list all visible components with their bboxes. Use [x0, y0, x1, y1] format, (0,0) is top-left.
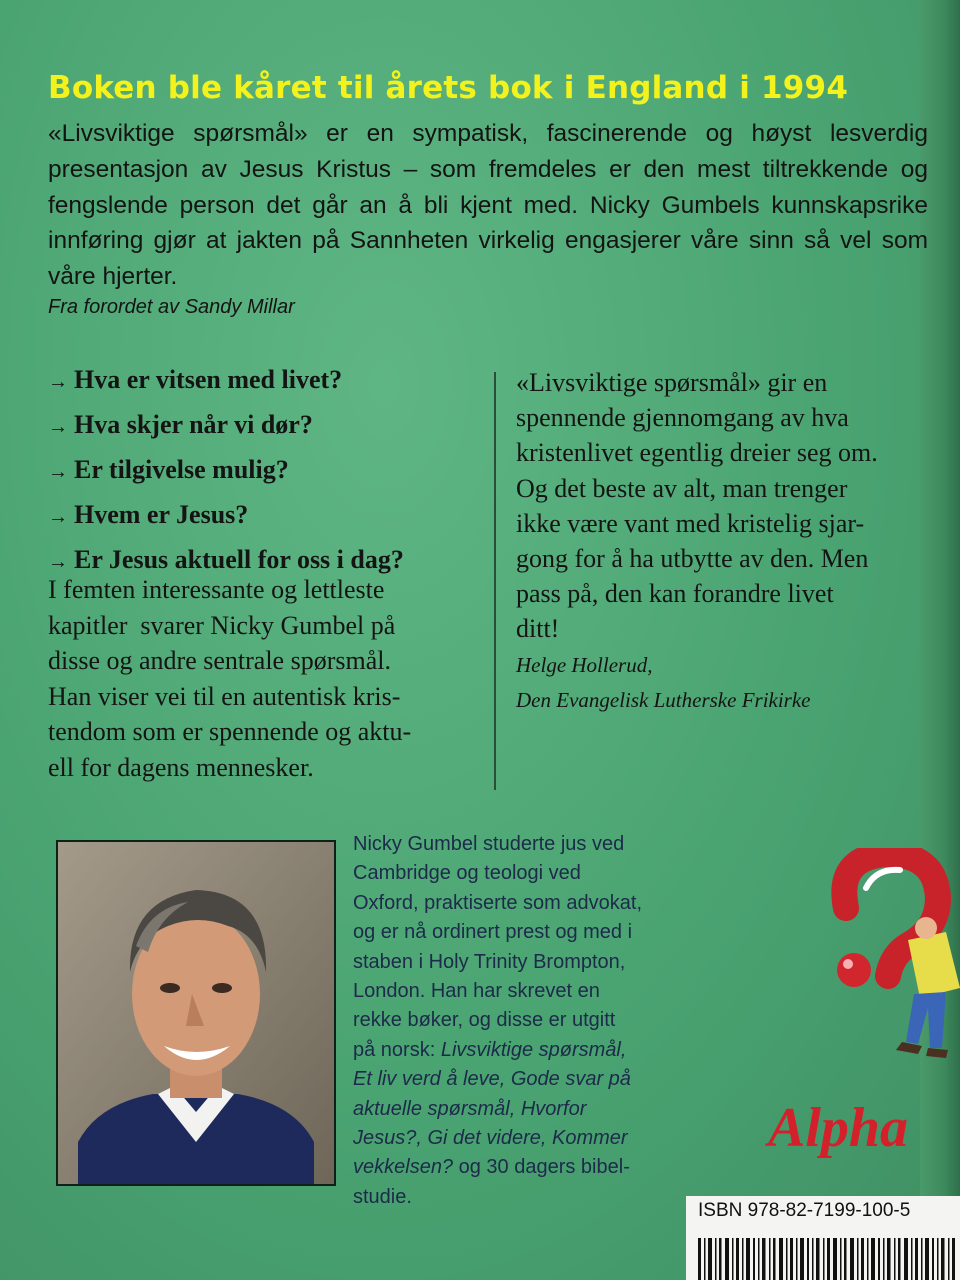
- arrow-right-icon: →: [48, 416, 68, 438]
- bio-line: Et liv verd å leve, Gode svar på: [353, 1068, 631, 1091]
- bio-text: på norsk:: [353, 1038, 441, 1061]
- book-title: vekkelsen?: [353, 1156, 454, 1179]
- intro-paragraph: [48, 116, 928, 295]
- bio-line: staben i Holy Trinity Brompton,: [353, 950, 626, 973]
- intro-text: «Livsviktige spørsmål» er en sympatisk, fascinerende og høyst lesverdig presentasjon av Jesus Kristus – som fremdeles er den mest tiltrekkende og fengslende person det går an å bli kjent med. Nicky Gumbels kunnskapsrike innføring gjør at jakten på Sannheten virkelig engasjerer våre sinn så vel som våre hjerter.: [48, 120, 928, 291]
- isbn-text: ISBN 978-82-7199-100-5: [698, 1200, 911, 1221]
- arrow-right-icon: →: [48, 551, 68, 573]
- quote-line: Og det beste av alt, man trenger: [516, 473, 848, 503]
- question-text: Hva skjer når vi dør?: [74, 410, 313, 439]
- arrow-right-icon: →: [48, 461, 68, 483]
- bio-line: [353, 1153, 733, 1182]
- description-line: disse og andre sentrale spørsmål.: [48, 646, 391, 675]
- author-portrait-image: [58, 842, 334, 1184]
- question-text: Er tilgivelse mulig?: [74, 455, 289, 484]
- question-item: [48, 450, 488, 495]
- intro-attribution: Fra forordet av Sandy Millar: [48, 296, 295, 318]
- description-line: I femten interessante og lettleste: [48, 575, 385, 604]
- quote-line: ditt!: [516, 614, 560, 644]
- bio-line: Jesus?, Gi det videre, Kommer: [353, 1127, 628, 1150]
- description-line: Han viser vei til en autentisk kris-: [48, 681, 401, 711]
- endorsement-quote: [516, 365, 936, 647]
- question-text: Hva er vitsen med livet?: [74, 365, 343, 394]
- bio-line: rekke bøker, og disse er utgitt: [353, 1009, 616, 1032]
- question-text: Hvem er Jesus?: [74, 500, 249, 529]
- arrow-right-icon: →: [48, 506, 68, 528]
- bio-line: Cambridge og teologi ved: [353, 862, 581, 885]
- book-description: [48, 572, 488, 785]
- question-text: Er Jesus aktuell for oss i dag?: [74, 545, 404, 574]
- bio-line: aktuelle spørsmål, Hvorfor: [353, 1097, 587, 1120]
- bio-line: studie.: [353, 1185, 412, 1208]
- description-line: kapitler svarer Nicky Gumbel på: [48, 610, 396, 640]
- question-item: [48, 405, 488, 450]
- endorser-name: Helge Hollerud,: [516, 653, 653, 677]
- bio-text: og 30 dagers bibel-: [453, 1156, 630, 1179]
- quote-line: pass på, den kan forandre livet: [516, 579, 834, 609]
- quote-line: gong for å ha utbytte av den. Men: [516, 544, 869, 574]
- quote-line: ikke være vant med kristelig sjar-: [516, 508, 865, 538]
- column-divider: [494, 372, 496, 790]
- bio-line: [353, 1036, 733, 1065]
- barcode: [698, 1238, 960, 1280]
- headline: Boken ble kåret til årets bok i England i 1994: [48, 70, 849, 106]
- description-line: ell for dagens mennesker.: [48, 752, 314, 782]
- endorser-organization: Den Evangelisk Lutherske Frikirke: [516, 688, 811, 712]
- book-title-list: Livsviktige spørsmål,: [440, 1038, 627, 1061]
- bio-line: London. Han har skrevet en: [353, 980, 600, 1003]
- author-bio: [353, 830, 733, 1212]
- question-item: [48, 360, 488, 405]
- arrow-right-icon: →: [48, 371, 68, 393]
- question-mark-mascot-icon: [826, 848, 960, 1088]
- bio-line: Oxford, praktiserte som advokat,: [353, 891, 643, 914]
- question-item: [48, 495, 488, 540]
- endorsement-attribution: [516, 648, 936, 718]
- author-photo: [56, 840, 336, 1186]
- description-line: tendom som er spennende og aktu-: [48, 717, 412, 746]
- quote-line: kristenlivet egentlig dreier seg om.: [516, 438, 878, 468]
- bio-line: Nicky Gumbel studerte jus ved: [353, 833, 625, 855]
- quote-line: «Livsviktige spørsmål» gir en: [516, 368, 828, 397]
- question-list: [48, 360, 488, 585]
- bio-line: og er nå ordinert prest og med i: [353, 921, 633, 944]
- quote-line: spennende gjennomgang av hva: [516, 403, 849, 433]
- alpha-logo: Alpha: [768, 1097, 909, 1159]
